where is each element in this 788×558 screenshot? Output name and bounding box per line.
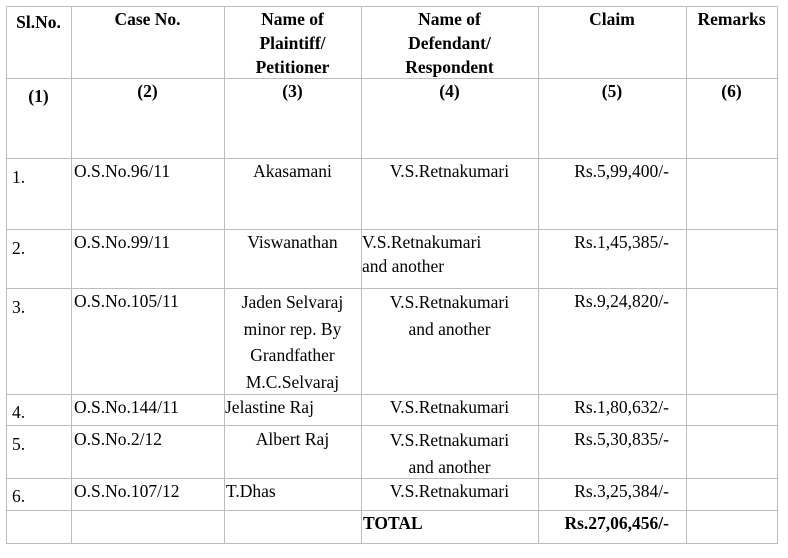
cell-defendant [362, 230, 538, 278]
cell-sl-no: 2. [12, 238, 26, 258]
column-number: (4) [439, 81, 460, 101]
cell-defendant-line: V.S.Retnakumari [389, 430, 510, 450]
cell-case-no: O.S.No.99/11 [74, 232, 171, 252]
cell-claim: Rs.1,45,385/- [574, 232, 669, 252]
cell-defendant [361, 289, 538, 342]
header-claim: Claim [589, 9, 635, 29]
cell-defendant-line: and another [362, 256, 445, 276]
grid-line [6, 543, 778, 544]
cell-plaintiff-line: minor rep. By [243, 318, 342, 339]
header-plaintiff-line: Plaintiff/ [259, 33, 326, 53]
cell-case-no: O.S.No.105/11 [74, 291, 179, 311]
column-number: (1) [28, 86, 49, 106]
cell-plaintiff: Akasamani [253, 161, 332, 181]
header-defendant-line: Respondent [405, 57, 494, 77]
cell-defendant-line: V.S.Retnakumari [389, 292, 510, 312]
cell-plaintiff: Albert Raj [255, 429, 330, 449]
cell-case-no: O.S.No.96/11 [74, 161, 171, 181]
cell-plaintiff-line: Jaden Selvaraj [241, 292, 344, 312]
cell-defendant-line: and another [408, 456, 491, 477]
cell-claim: Rs.1,80,632/- [574, 397, 669, 417]
grid-line [6, 425, 778, 426]
cell-sl-no: 3. [12, 297, 26, 317]
cell-sl-no: 4. [12, 402, 26, 422]
cell-case-no: O.S.No.2/12 [74, 429, 162, 449]
cell-defendant: V.S.Retnakumari [389, 161, 510, 181]
cell-case-no: O.S.No.107/12 [74, 481, 180, 501]
cell-plaintiff-line: M.C.Selvaraj [245, 371, 340, 392]
column-number: (6) [721, 81, 742, 101]
cell-plaintiff: T.Dhas [226, 481, 276, 501]
cell-defendant-line: and another [408, 318, 491, 339]
grid-line [777, 6, 778, 544]
cell-defendant-line: V.S.Retnakumari [362, 232, 482, 252]
total-label: TOTAL [363, 513, 423, 533]
cell-claim: Rs.5,99,400/- [574, 161, 669, 181]
header-plaintiff-line: Petitioner [255, 57, 330, 77]
header-defendant-line: Defendant/ [408, 33, 491, 53]
cell-plaintiff: Viswanathan [247, 232, 338, 252]
cell-plaintiff-line: Grandfather [250, 345, 335, 365]
column-number: (2) [137, 81, 158, 101]
column-number: (3) [282, 81, 303, 101]
header-sl-no: Sl.No. [16, 12, 61, 32]
header-remarks: Remarks [697, 9, 766, 29]
cell-sl-no: 5. [12, 434, 26, 454]
cell-sl-no: 1. [12, 167, 26, 187]
cell-claim: Rs.9,24,820/- [574, 291, 669, 311]
total-amount: Rs.27,06,456/- [564, 513, 669, 533]
column-number: (5) [601, 81, 623, 101]
cell-defendant: V.S.Retnakumari [389, 481, 510, 501]
header-defendant-line: Name of [418, 9, 481, 29]
header-plaintiff [224, 7, 361, 79]
cell-case-no: O.S.No.144/11 [74, 397, 179, 417]
header-case-no: Case No. [114, 9, 181, 29]
cell-claim: Rs.5,30,835/- [574, 429, 669, 449]
cell-defendant: V.S.Retnakumari [389, 397, 510, 417]
cell-plaintiff [224, 289, 361, 395]
cell-claim: Rs.3,25,384/- [574, 481, 669, 501]
cell-sl-no: 6. [12, 486, 26, 506]
header-defendant [361, 7, 538, 79]
cell-defendant [361, 427, 538, 480]
cell-plaintiff: Jelastine Raj [225, 397, 314, 417]
header-plaintiff-line: Name of [261, 9, 324, 29]
